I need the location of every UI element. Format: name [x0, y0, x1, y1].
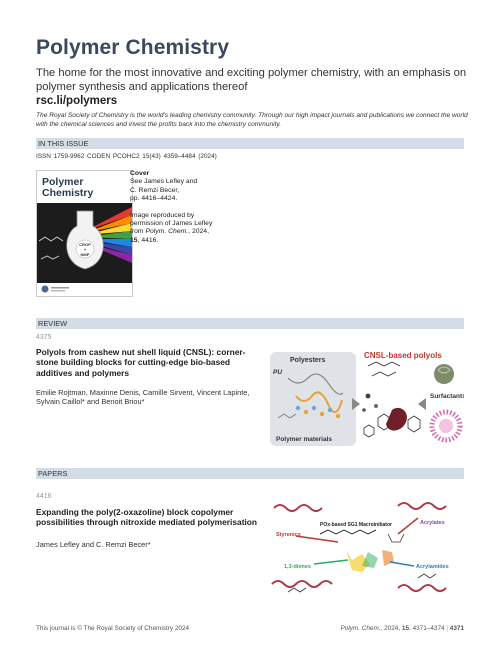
acrylates-label: Acrylates: [420, 520, 445, 526]
credit-from: from: [130, 228, 146, 236]
cover-credit-2: permission of James Lefley: [130, 220, 213, 228]
paper-authors: James Lefley and C. Remzi Becer*: [36, 540, 151, 549]
cover-title-2: Chemistry: [42, 187, 94, 199]
surfactants-label: Surfactants: [430, 393, 464, 400]
pu-label: PU: [273, 369, 283, 376]
paper-page-number: 4416: [36, 493, 52, 500]
polymer-materials-label: Polymer materials: [276, 436, 333, 443]
footer-page-number: 4371: [449, 625, 464, 632]
footer-copyright: This journal is © The Royal Society of Chemistry 2024: [36, 625, 190, 632]
cover-art: [37, 171, 132, 296]
cover-title-1: Polymer: [42, 176, 84, 188]
cover-caption-heading: Cover: [130, 170, 150, 177]
credit-volume: 15: [130, 236, 138, 244]
journal-url[interactable]: rsc.li/polymers: [36, 95, 118, 107]
review-authors: Emilie Rojtman, Maxinne Denis, Camille Sirvent, Vincent Lapinte, Sylvain Caillol* and Benoit Briou*: [36, 388, 250, 407]
flask-text-2: +: [83, 247, 87, 252]
cover-caption-line2: C. Remzi Becer,: [130, 186, 180, 194]
cover-credit-3: [130, 228, 250, 236]
macroinitiator-label: POx-based SG1 Macroinitiator: [320, 522, 392, 528]
review-band: REVIEW: [36, 318, 464, 329]
rsc-logo-icon: [42, 286, 49, 293]
papers-band: PAPERS: [36, 468, 464, 479]
cnsl-label: CNSL-based polyols: [364, 351, 442, 360]
styrenics-label: Styrenics: [276, 532, 301, 538]
cover-caption-line1: See James Lefley and: [130, 178, 198, 186]
footer-volume: 15: [401, 625, 410, 632]
journal-tagline: The home for the most innovative and exciting polymer chemistry, with an emphasis on polymer synthesis and applications thereof: [36, 67, 467, 93]
issn-line: ISSN 1759-9962 CODEN PCOHC2 15(43) 4359–4484 (2024): [36, 153, 217, 160]
paper-title[interactable]: Expanding the poly(2-oxazoline) block copolymer possibilities through nitroxide mediated polymerisation: [36, 507, 258, 528]
in-this-issue-band: IN THIS ISSUE: [36, 138, 464, 149]
review-graphic: [268, 348, 464, 452]
cover-credit-4: [130, 237, 250, 245]
acrylamides-label: Acrylamides: [416, 564, 449, 570]
credit-page: , 4416.: [137, 236, 159, 244]
polymer-materials-panel: [270, 352, 356, 446]
credit-journal: Polym. Chem.: [145, 228, 189, 236]
paper-graphic: [268, 498, 464, 602]
flask-text-1: CROP: [79, 242, 91, 247]
cover-image: [36, 170, 133, 297]
dienes-label: 1,3-dienes: [284, 564, 311, 570]
flask-text-3: NMP: [80, 252, 90, 257]
cover-caption: [130, 170, 250, 245]
review-title[interactable]: Polyols from cashew nut shell liquid (CNSL): corner-stone building blocks for cutting-edge bio-based additives and polymers: [36, 347, 246, 378]
cover-credit-1: Image reproduced by: [130, 211, 195, 219]
polyesters-label: Polyesters: [290, 357, 326, 364]
footer-citation: Polym. Chem., 2024, 15, 4371–4374 | 4371: [340, 625, 464, 632]
cover-caption-line3: pp. 4416–4424.: [130, 195, 178, 203]
footer-year: , 2024,: [380, 625, 402, 632]
rsc-blurb: The Royal Society of Chemistry is the world's leading chemistry community. Through our high impact journals and publications we connect the world with the chemical sciences and invest the profits back into the chemistry community.: [36, 112, 468, 128]
review-page-number: 4375: [36, 334, 52, 341]
credit-year: , 2024,: [188, 228, 209, 236]
footer-journal: Polym. Chem.: [340, 625, 381, 632]
footer-pages: , 4371–4374: [409, 625, 445, 632]
journal-title: Polymer Chemistry: [36, 36, 230, 59]
